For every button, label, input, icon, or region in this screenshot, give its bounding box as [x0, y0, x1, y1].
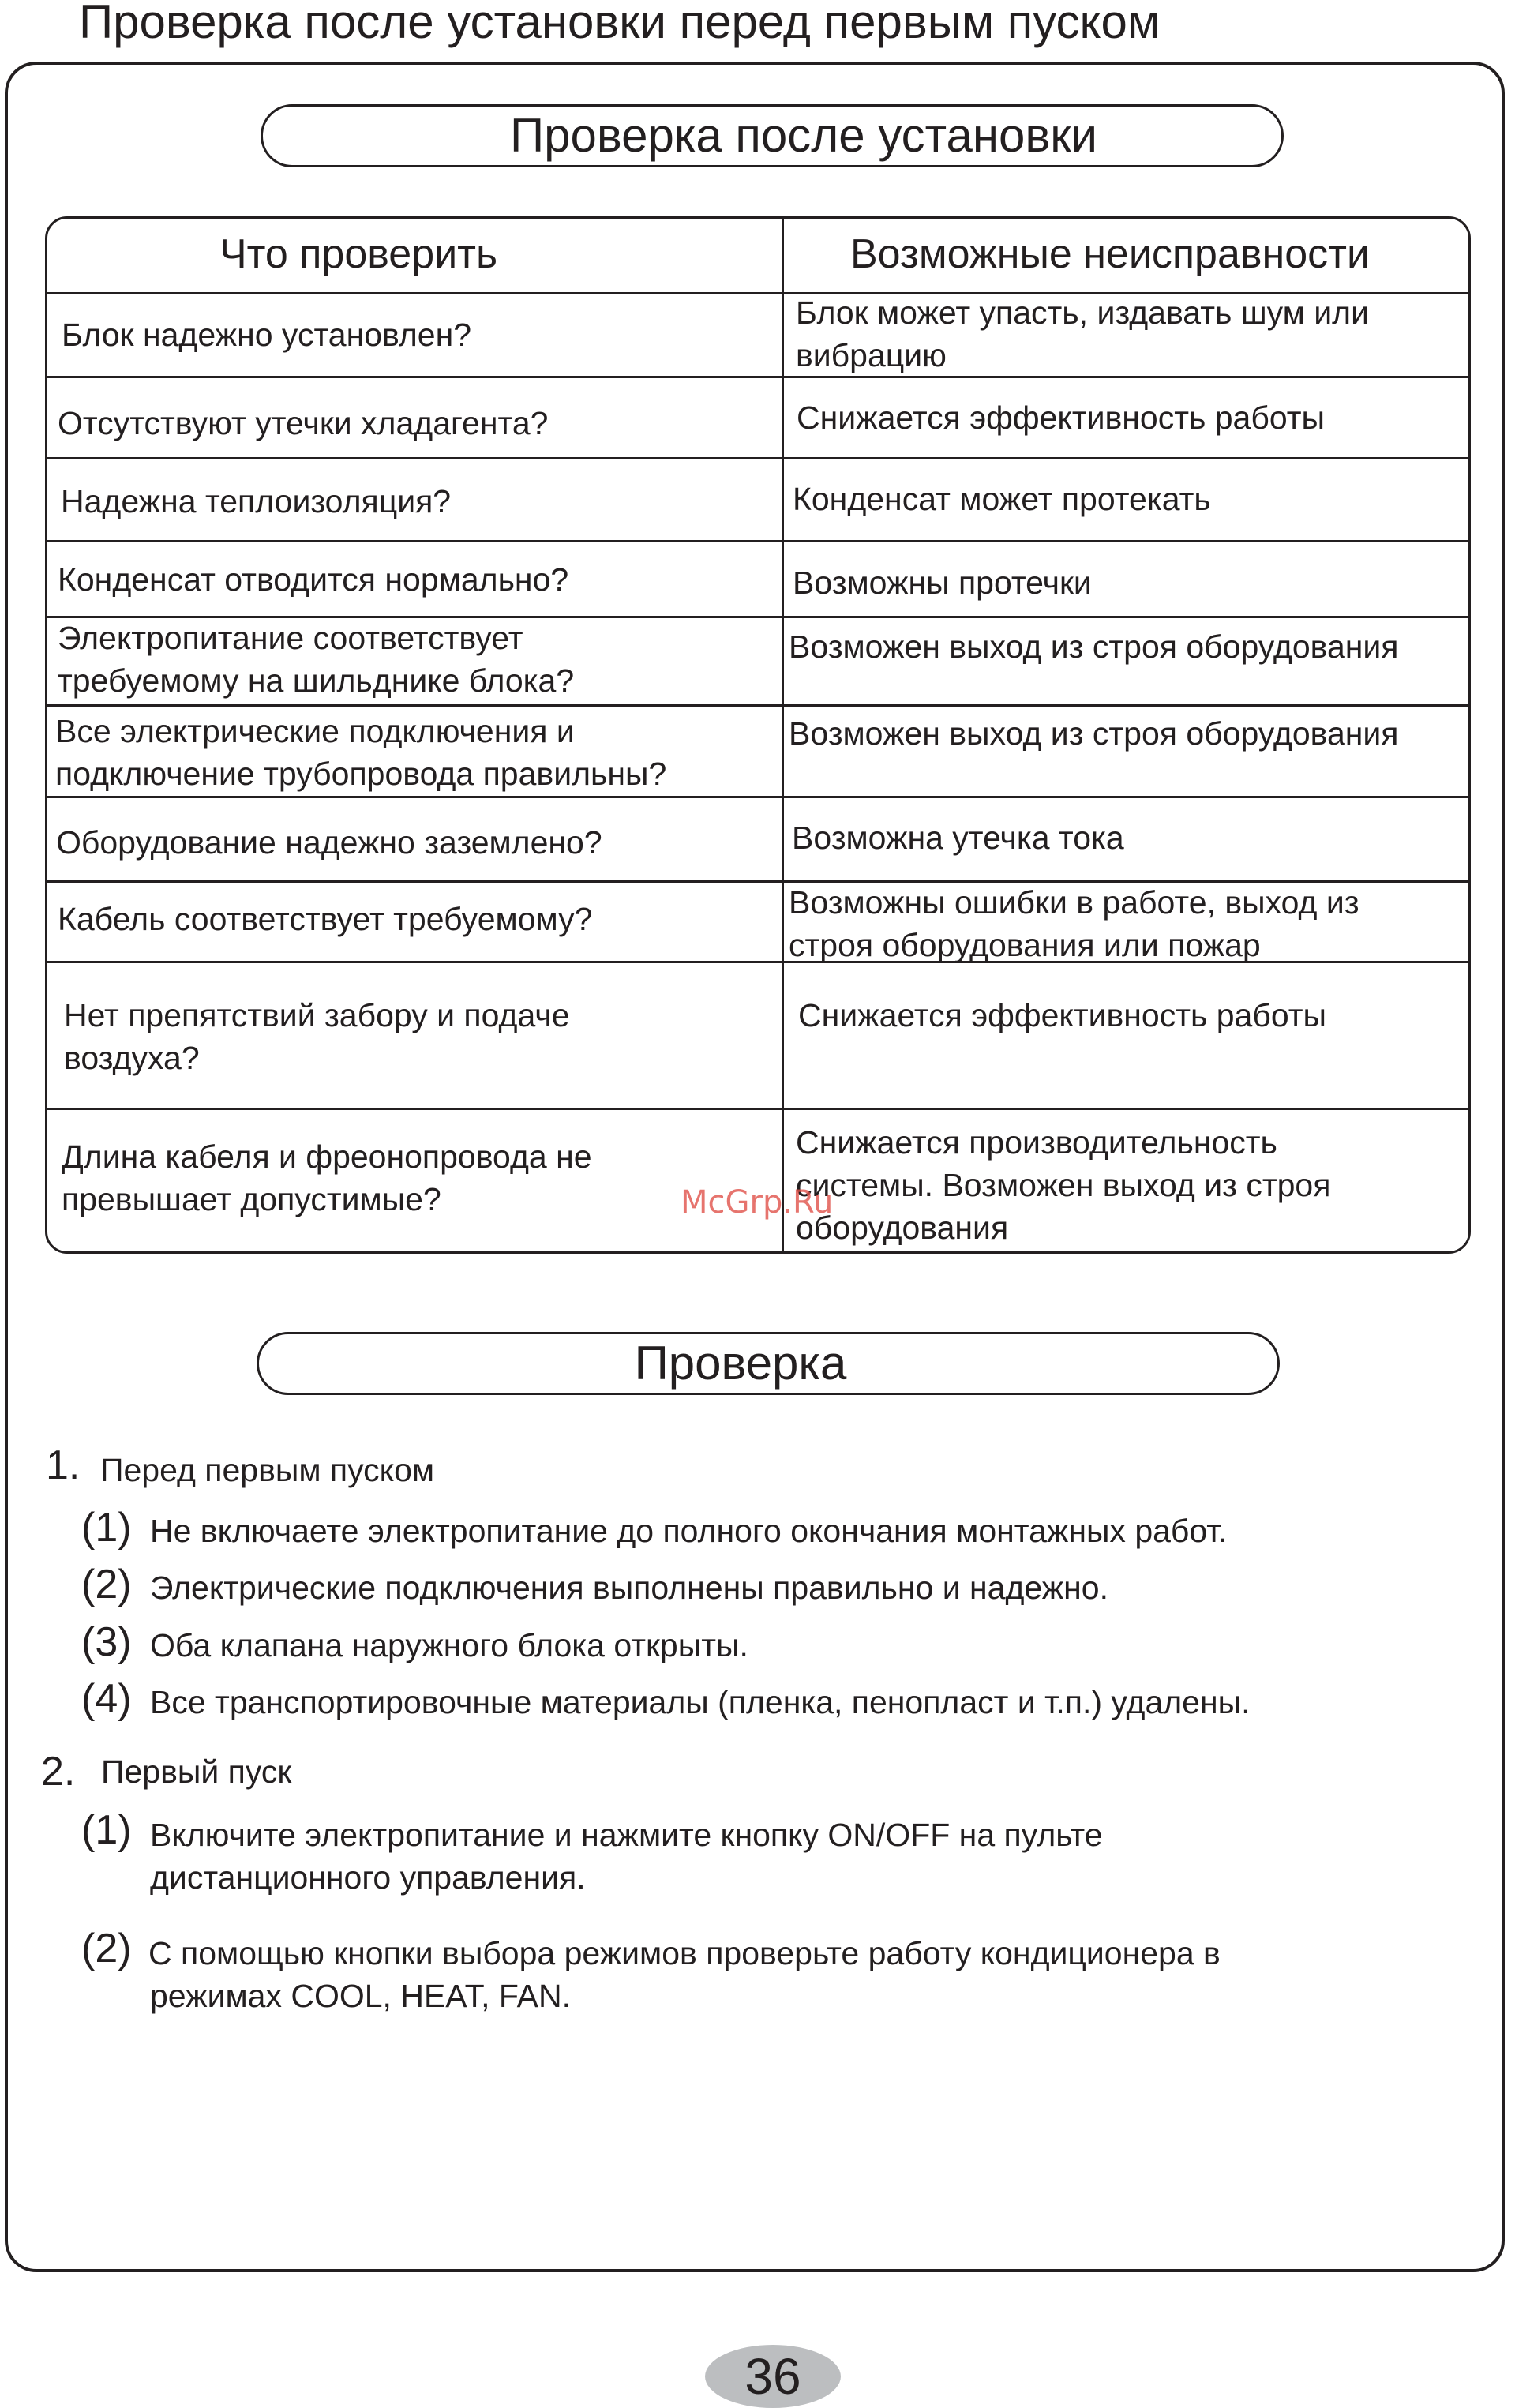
table-cell-check: Кабель соответствует требуемому?: [58, 901, 593, 937]
page-title: Проверка после установки перед первым пуском: [79, 0, 1161, 48]
table-cell-fault: Блок может упасть, издавать шум или: [796, 294, 1369, 331]
item-number: (3): [81, 1619, 132, 1665]
table-row-divider: [45, 704, 1471, 707]
item-text: Электрические подключения выполнены правильно и надежно.: [150, 1570, 1109, 1606]
page-number: 36: [705, 2345, 841, 2408]
section-heading-text: Проверка после установки: [510, 109, 1097, 162]
item-text: Не включаете электропитание до полного окончания монтажных работ.: [150, 1513, 1227, 1549]
section-heading-text: Проверка: [634, 1337, 847, 1390]
table-row-divider: [45, 376, 1471, 378]
table-cell-fault: Снижается эффективность работы: [798, 997, 1326, 1033]
table-cell-fault: Возможен выход из строя оборудования: [789, 628, 1399, 665]
table-cell-fault: строя оборудования или пожар: [789, 927, 1261, 963]
table-cell-check: Надежна теплоизоляция?: [61, 483, 452, 519]
table-cell-check: Отсутствуют утечки хладагента?: [58, 405, 549, 441]
table-cell-check: Оборудование надежно заземлено?: [56, 824, 602, 861]
table-cell-check: Нет препятствий забору и подаче: [64, 997, 570, 1033]
table-row-divider: [45, 457, 1471, 459]
section-heading-check: [257, 1332, 1280, 1395]
step-number: 1.: [46, 1442, 81, 1488]
item-text: Оба клапана наружного блока открыты.: [150, 1627, 748, 1663]
table-column-divider: [782, 216, 784, 1254]
table-cell-check: Все электрические подключения и: [55, 713, 575, 749]
item-text: С помощью кнопки выбора режимов проверьте работу кондиционера в: [148, 1935, 1221, 1971]
table-cell-fault: Возможны ошибки в работе, выход из: [789, 884, 1359, 921]
watermark: McGrp.Ru: [681, 1184, 834, 1221]
table-cell-check: Длина кабеля и фреонопровода не: [62, 1138, 592, 1175]
table-header-check: Что проверить: [219, 231, 498, 277]
table-row-divider: [45, 796, 1471, 798]
item-number: (2): [81, 1926, 132, 1971]
table-cell-check: требуемому на шильднике блока?: [58, 662, 575, 699]
step-number: 2.: [41, 1749, 76, 1795]
table-cell-fault: Конденсат может протекать: [793, 481, 1211, 517]
item-text: дистанционного управления.: [150, 1859, 586, 1896]
table-cell-fault: системы. Возможен выход из строя: [796, 1167, 1331, 1203]
item-number: (2): [81, 1562, 132, 1607]
item-text: режимах COOL, HEAT, FAN.: [150, 1978, 571, 2014]
table-cell-fault: Возможна утечка тока: [792, 820, 1124, 856]
table-cell-fault: Снижается производительность: [796, 1124, 1277, 1161]
table-row-divider: [45, 540, 1471, 542]
table-cell-fault: Возможен выход из строя оборудования: [789, 715, 1399, 752]
item-text: Все транспортировочные материалы (пленка, пенопласт и т.п.) удалены.: [150, 1684, 1251, 1720]
item-number: (1): [81, 1505, 132, 1551]
table-cell-fault: Снижается эффективность работы: [797, 399, 1325, 436]
item-text: Включите электропитание и нажмите кнопку ON/OFF на пульте: [150, 1817, 1103, 1853]
item-number: (4): [81, 1676, 132, 1722]
table-cell-check: превышает допустимые?: [62, 1181, 441, 1217]
section-heading-installation-check: [261, 104, 1284, 167]
item-number: (1): [81, 1807, 132, 1853]
step-title: Перед первым пуском: [100, 1452, 435, 1488]
step-title: Первый пуск: [101, 1753, 292, 1790]
table-row-divider: [45, 1108, 1471, 1110]
table-cell-check: Конденсат отводится нормально?: [58, 561, 569, 598]
table-cell-check: воздуха?: [64, 1040, 200, 1076]
table-cell-fault: Возможны протечки: [793, 564, 1092, 601]
table-cell-check: подключение трубопровода правильны?: [55, 756, 667, 792]
table-header-fault: Возможные неисправности: [850, 231, 1370, 277]
table-cell-check: Блок надежно установлен?: [62, 317, 472, 353]
table-cell-fault: оборудования: [796, 1210, 1009, 1246]
table-cell-check: Электропитание соответствует: [58, 620, 523, 656]
table-cell-fault: вибрацию: [796, 337, 947, 373]
